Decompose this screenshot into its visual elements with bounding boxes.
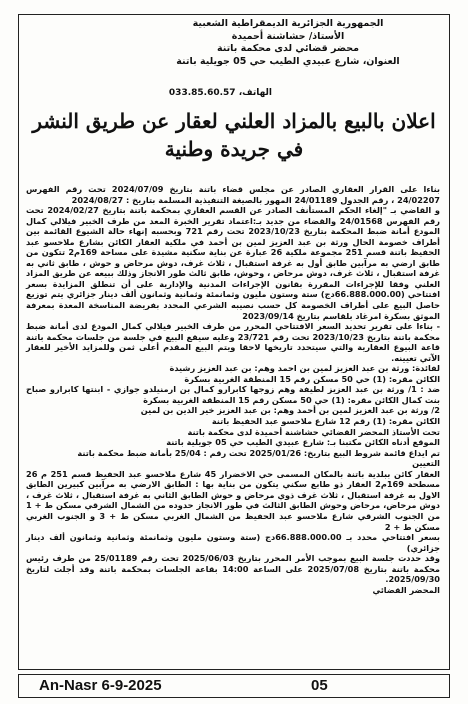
para-against-2: 2/ ورثة بن عبد العزيز لمين بن أحمد وهم: بن عبد العزيز خير الدين بن لمين: [140, 405, 440, 416]
notice-body: [26, 184, 440, 595]
newspaper-name-date: An-Nasr 6-9-2025: [39, 677, 162, 694]
para-against-1: ضد : 1/ ورثة بن عبد العزيز لطيفة وهم زوجها كابرارو كمال بن ارمنيلدو جوازي - ابنتها كابرارو صباح بنت كمال الكائن مقره: (1) حي 50 مسكن رقم 15 المنطقة الغربية بسكرة: [26, 384, 440, 405]
header-phone: [169, 88, 272, 98]
para-bailiff: تحت الأستاذ المحضر القضائي حشاشنة أحميدة لدى محكمة باتنة: [187, 426, 440, 437]
header-office: الأستاذ/ حشاشنة أحميدة: [231, 30, 345, 42]
notice-title: اعلان بالبيع بالمزاد العلني لعقار عن طريق النشر في جريدة وطنية: [32, 109, 436, 161]
page-number: 05: [311, 677, 328, 694]
para-session-date: وقد حددت جلسة البيع بموجب الأمر المحرر بتاريخ 2025/06/03 تحت رقم 25/01189 من طرف رئيس محكمة باتنة بتاريخ 2025/07/08 على الساعة 14:00 بقاعة الجلسات بمحكمة باتنة وقد أجلت لتاريخ 2025/09/30.: [26, 553, 440, 585]
para-signature: المحضر القضائي: [372, 584, 440, 595]
para-opening-price: بسعر افتتاحي محدد بـ 66.888.000.00دج (ستة وستون مليون وثمانمئة وثمانية وثمانون ألف دينار جزائري): [26, 532, 440, 553]
para-beneficiary-address: الكائن مقره: (1) حي 50 مسكن رقم 15 المنطقة الغربية بسكرة: [184, 373, 440, 384]
newspaper-footer: [18, 674, 450, 698]
para-expert-report: - بناءا على تقرير تحديد السعر الافتتاحي المحرر من طرف الخبير فيلالي كمال المودع لدى أمانة ضبط محكمة باتنة بتاريخ 2023/10/23 تحت رقم 23/721 وعليه سيقع البيع في جلسة من جلسات محكمة باتنة قاعة البيوع العقارية والتي سيتحدد تاريخها لاحقا ويتم البيع المقدم أعلى ثمن وللمزايد الأخير للعقار الآتي تعيينه.: [26, 321, 440, 363]
header-role: محضر قضائي لدى محكمة باتنة: [216, 43, 360, 55]
para-designation-heading: التعيين: [412, 458, 440, 469]
header-address: العنوان، شارع عبيدي الطيب حي 05 جويلية باتنة: [176, 55, 400, 67]
para-property-description: العقار كائن ببلدية باتنة بالمكان المسمى حي الاخضرار 45 شارع ملاحسو عبد الحفيظ قسم 251 م 26 مسطحة 169م2 العقار ذو طابع سكني يتكون من بناية بها : الطابق الارضي به مرآبين كبيرين الطابق الاول به غرفة استقبال ، ثلاث غرف ذوي مرحاض و حوش الطابق الثاني به غرفة استقبال ، ثلاث غرف ، دوش مرحاض، مرحاض وحوش الطابق الثالث في طور الانجاز حدوده من الشمال الشرقي مسكن ط + 1 من الجنوب الشرقي شارع ملاحسو عبد الحفيظ من الشمال الغربي مسكن ط + 3 و الجنوب الغربي مسكن ط + 2: [26, 468, 441, 532]
phone-label: الهاتف،: [238, 88, 272, 98]
para-conditions-filed: تم ايداع قائمة شروط البيع بتاريخ: 2025/01/26 تحت رقم : 25/04 بأمانة ضبط محكمة باتنة: [77, 447, 440, 458]
para-ruling: بناءا على القرار العقاري الصادر عن مجلس قضاء باتنة بتاريخ 2024/07/09 تحت رقم الفهرس 24/02207 ، رقم الجدول 24/01189 المهور بالصيغة التنفيذية المسلمة بتاريخ : 2024/08/27: [26, 184, 440, 205]
phone-number: 033.85.60.57: [168, 88, 236, 98]
header-republic: الجمهورية الجزائرية الديمقراطية الشعبية: [192, 18, 384, 29]
para-office-address: الموقع أدناه الكائن مكتبنا بـ: شارع عبيدي الطيب حي 05 جويلية باتنة: [166, 437, 440, 448]
office-header: [138, 18, 438, 68]
para-judgment: و القاضي بـ "إلغاء الحكم المستأنف الصادر عن القسم العقاري بمحكمة باتنة بتاريخ 2024/02/27 تحت رقم الفهرس 24/01568 والقضاء من جديد بـ:اعتماد تقرير الخبرة المعد من طرف الخبير فيلالي كمال المودع أمانة ضبط المحكمة بتاريخ 2023/10/23 تحت رقم 721 وبحسبه إنهاء حالة الشيوع القائمة بين أطراف خصومة الحال ورثة بن عبد العزيز لمين بن أحمد في ملكية العقار الكائن بشارع ملاحسو عبد الحفيظ باتنة قسم 251 مجموعة ملكية 26 عبارة عن بناية سكنية مشيدة على مساحة 169م2 تتكون من طابق ارضي به مرآبين طابق أول به غرفة استقبال ، ثلاث غرف، دوش مرحاض و حوش ، طابق ثاني به غرفة استقبال ، ثلاث غرف، دوش مرحاض ، وحوش، طابق ثالث طور الانجاز وذلك ببيعه عن طريق المزاد العلني وفقا للإجراءات المقررة بقانون الإجراءات المدنية والإدارية على أن تنطلق المزايدة بسعر افتتاحي (66.888.000.00دج) ستة وستون مليون وثمانمئة وثمانية وثمانون ألف دينار جزائري يتم توزيع حاصل البيع على أطراف الخصومة كل حسب نصيبه الشرعي المحدد بفريضة المناسخة المعدة بمعرفة الموثق بسكرة امرغاد بلقاسم بتاريخ 2023/09/14: [26, 205, 441, 321]
para-against-2-address: الكائن مقره: (1) رقم 12 شارع ملاحسو عبد الحفيظ باتنة: [211, 416, 440, 427]
para-beneficiary: لفائدة: ورثة بن عبد العزيز لمين بن احمد وهم: بن عبد العزيز رشيدة: [169, 363, 440, 374]
